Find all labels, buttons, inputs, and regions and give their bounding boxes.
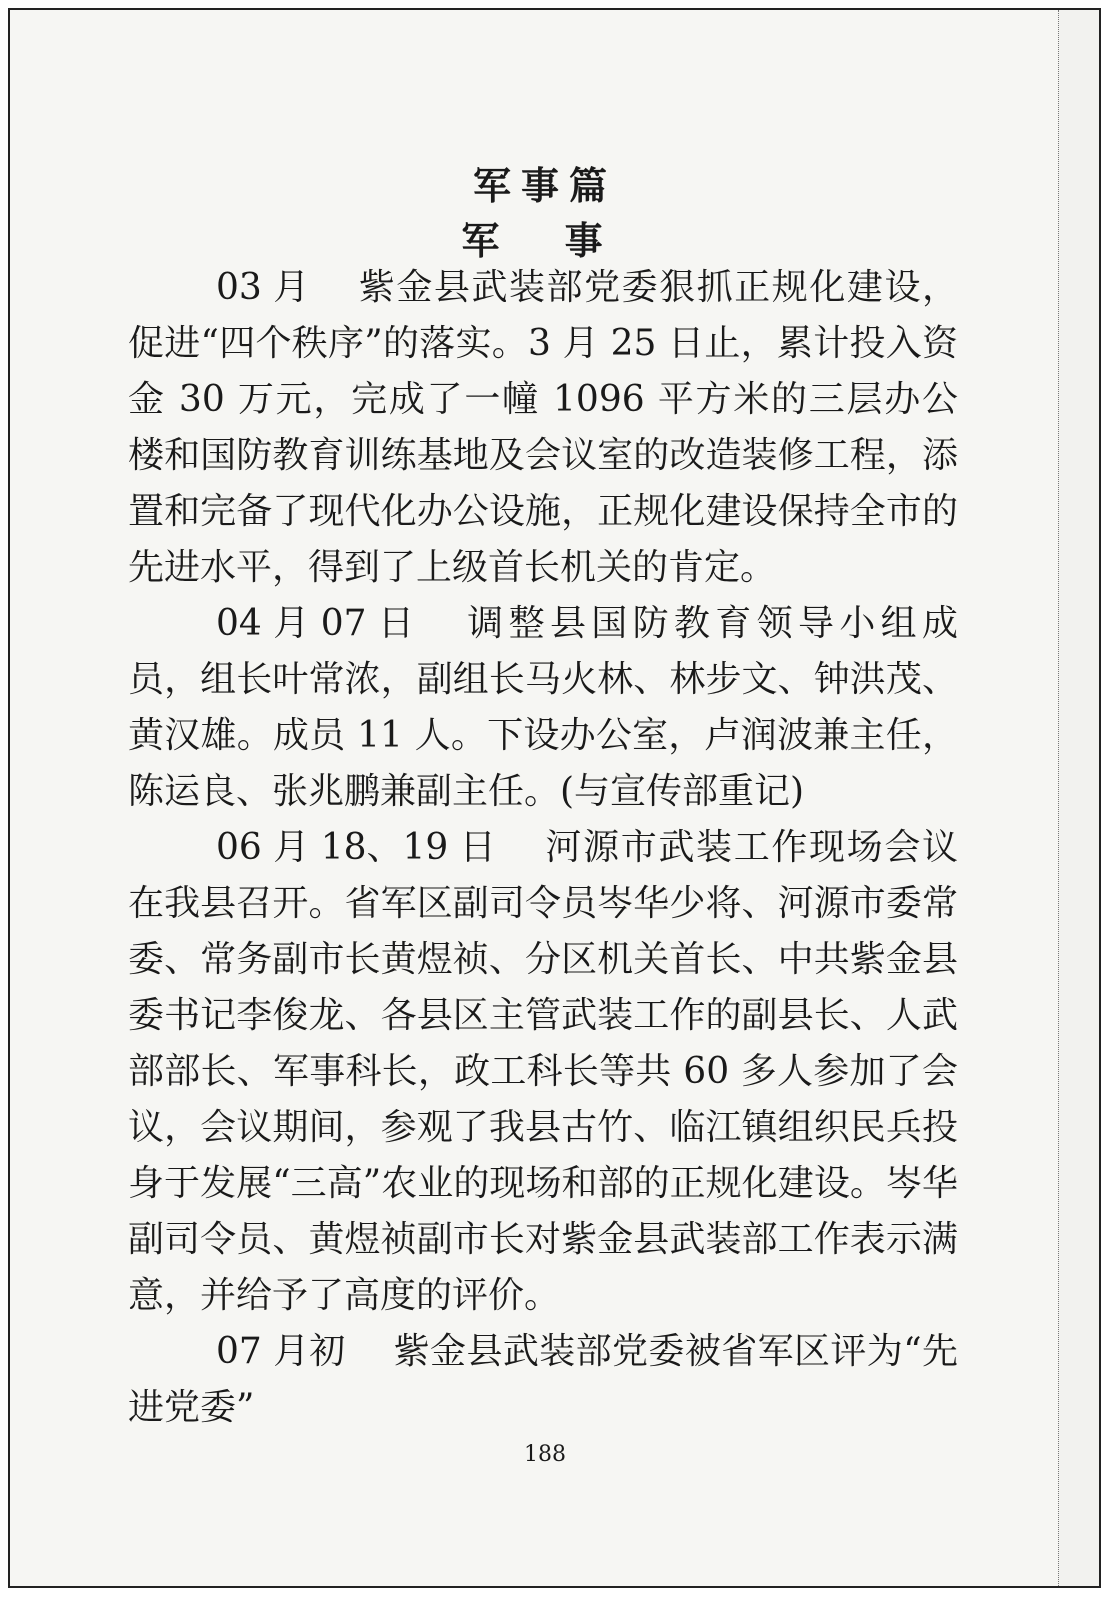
page-number: 188: [524, 1442, 566, 1467]
entry-text: 调整县国防教育领导小组成员，组长叶常浓，副组长马火林、林步文、钟洪茂、黄汉雄。成员 11 人。下设办公室，卢润波兼主任，陈运良、张兆鹏兼副主任。(与宣传部重记): [128, 603, 958, 812]
chronicle-entry: [128, 260, 958, 596]
entry-date: 03 月: [216, 267, 310, 308]
entry-text: 河源市武装工作现场会议在我县召开。省军区副司令员岑华少将、河源市委常委、常务副市长黄煜祯、分区机关首长、中共紫金县委书记李俊龙、各县区主管武装工作的副县长、人武部部长、军事科长，政工科长等共 60 多人参加了会议，会议期间，参观了我县古竹、临江镇组织民兵投身于发展“三高”农业的现场和部的正规化建设。岑华副司令员、黄煜祯副市长对紫金县武装部工作表示满意，并给予了高度的评价。: [128, 827, 958, 1316]
scanned-page: [8, 8, 1101, 1588]
entry-date: 04 月 07 日: [216, 603, 414, 644]
chronicle-entry: [128, 596, 958, 820]
entry-text: 紫金县武装部党委被省军区评为“先进党委”: [128, 1331, 958, 1428]
chronicle-entry: [128, 1324, 958, 1436]
chronicle-entry: [128, 820, 958, 1324]
section-title: 军事篇: [472, 163, 617, 208]
entry-date: 06 月 18、19 日: [216, 827, 496, 868]
chronicle-entries: [128, 260, 958, 1436]
entry-text: 紫金县武装部党委狠抓正规化建设，促进“四个秩序”的落实。3 月 25 日止，累计投入资金 30 万元，完成了一幢 1096 平方米的三层办公楼和国防教育训练基地及会议室的改造装修工程，添置和完备了现代化办公设施，正规化建设保持全市的先进水平，得到了上级首长机关的肯定。: [128, 267, 958, 588]
section-subtitle: 军 事: [461, 218, 629, 263]
entry-date: 07 月初: [216, 1331, 346, 1372]
